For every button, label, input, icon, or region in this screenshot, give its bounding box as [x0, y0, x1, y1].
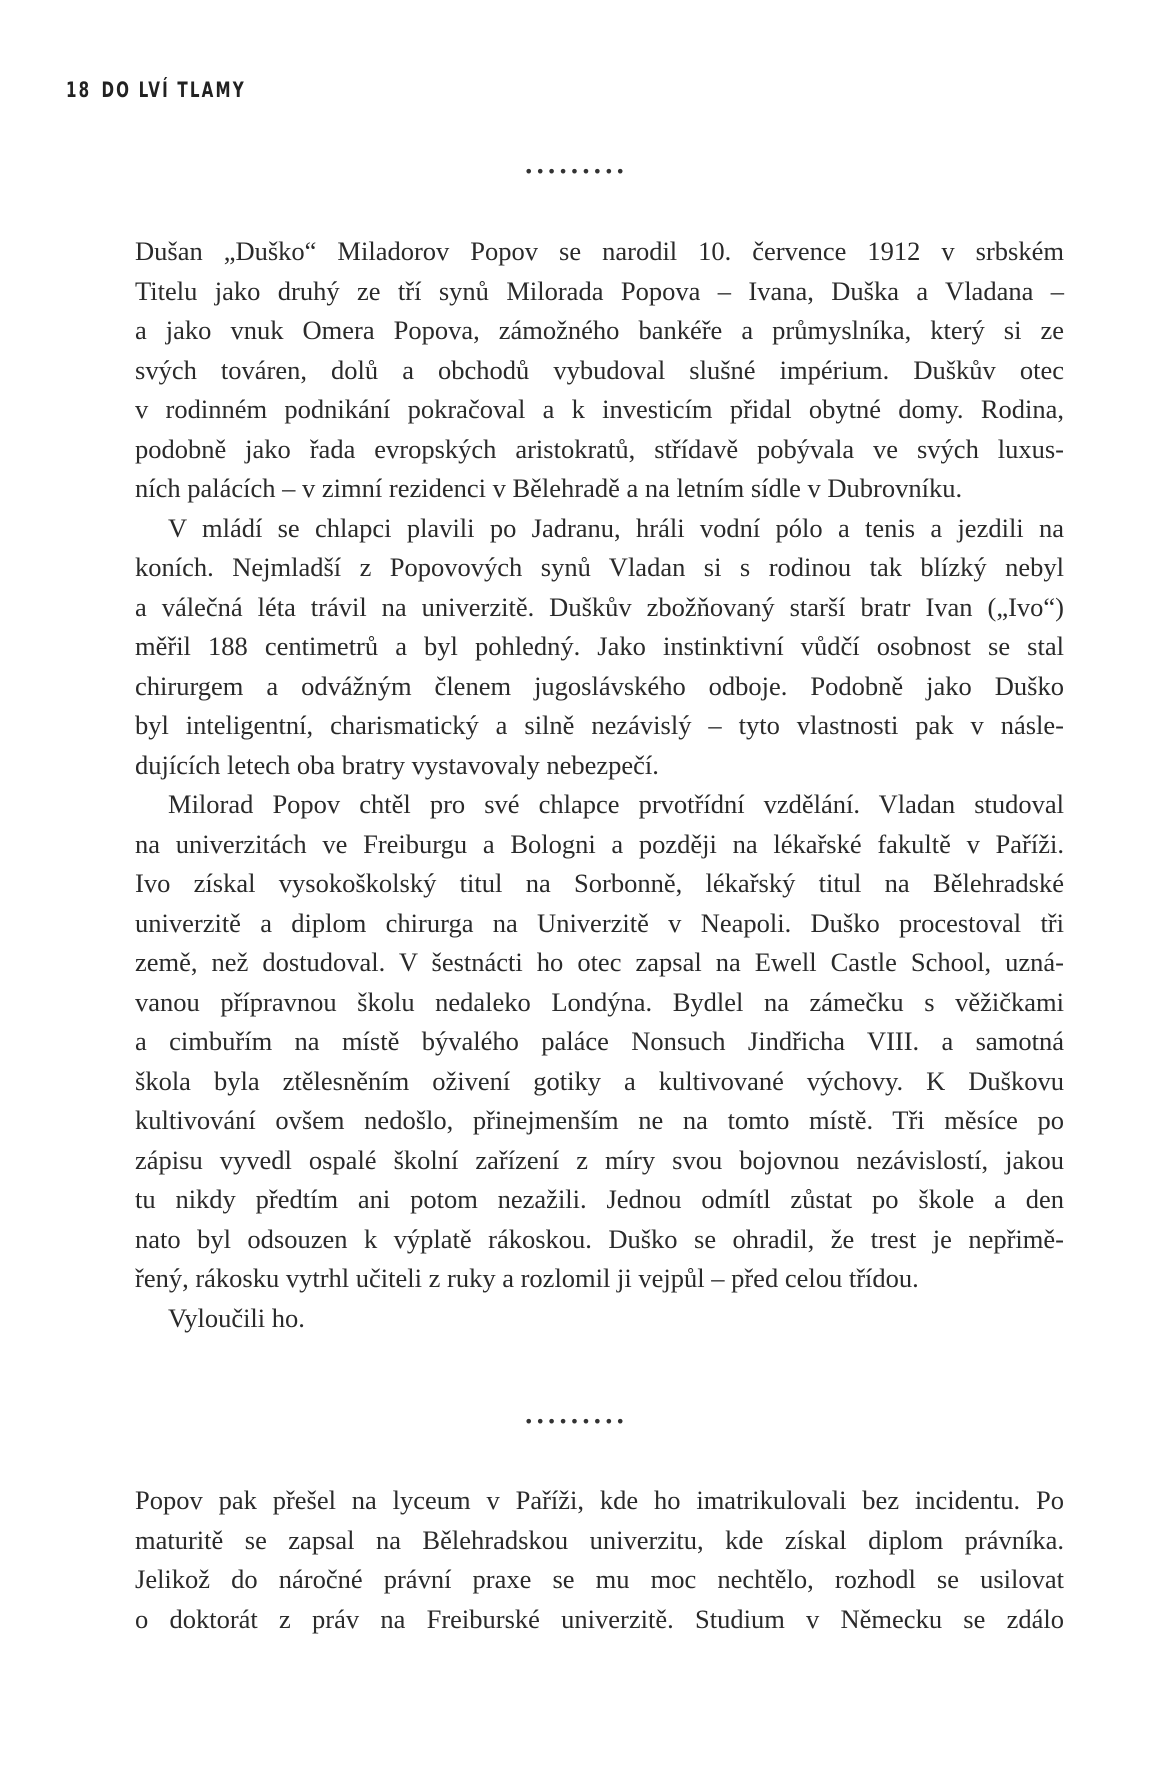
text-line: Jelikož do náročné právní praxe se mu moc nechtělo, rozhodl se usilovat: [135, 1564, 1064, 1594]
text-line: Milorad Popov chtěl pro své chlapce prvotřídní vzdělání. Vladan studoval: [168, 789, 1064, 819]
text-line: v rodinném podnikání pokračoval a k investicím přidal obytné domy. Rodina,: [135, 394, 1064, 424]
book-title: DO LVÍ TLAMY: [101, 78, 246, 102]
text-line: svých továren, dolů a obchodů vybudoval slušné impérium. Duškův otec: [135, 354, 1064, 385]
text-line: V mládí se chlapci plavili po Jadranu, hráli vodní pólo a tenis a jezdili na: [168, 512, 1064, 543]
text-line: maturitě se zapsal na Bělehradskou univerzitu, kde získal diplom právníka.: [135, 1524, 1064, 1555]
text-line: dujících letech oba bratry vystavovaly nebezpečí.: [135, 749, 659, 780]
text-line: byl inteligentní, charismatický a silně nezávislý – tyto vlastnosti pak v násle-: [135, 710, 1064, 740]
running-head: [66, 78, 246, 102]
text-line: a válečná léta trávil na univerzitě. Duškův zbožňovaný starší bratr Ivan („Ivo“): [135, 591, 1064, 622]
text-line: podobně jako řada evropských aristokratů, střídavě pobývala ve svých luxus-: [135, 433, 1064, 464]
text-line: Vyloučili ho.: [168, 1302, 305, 1333]
text-line: a cimbuřím na místě bývalého paláce Nonsuch Jindřicha VIII. a samotná: [135, 1026, 1064, 1056]
text-line: řený, rákosku vytrhl učiteli z ruky a rozlomil ji vejpůl – před celou třídou.: [135, 1263, 919, 1293]
text-line: a jako vnuk Omera Popova, zámožného bankéře a průmyslníka, který si ze: [135, 315, 1064, 345]
text-line: kultivování ovšem nedošlo, přinejmenším ne na tomto místě. Tři měsíce po: [135, 1105, 1064, 1135]
text-line: koních. Nejmladší z Popovových synů Vladan si s rodinou tak blízký nebyl: [135, 552, 1064, 582]
text-line: univerzitě a diplom chirurga na Univerzitě v Neapoli. Duško procestoval tři: [135, 907, 1064, 938]
page-number: 18: [66, 78, 92, 102]
text-line: Titelu jako druhý ze tří synů Milorada Popova – Ivana, Duška a Vladana –: [135, 275, 1064, 306]
text-line: Dušan „Duško“ Miladorov Popov se narodil 10. července 1912 v srbském: [135, 236, 1064, 266]
text-line: Ivo získal vysokoškolský titul na Sorbonně, lékařský titul na Bělehradské: [135, 868, 1064, 898]
text-line: vanou přípravnou školu nedaleko Londýna. Bydlel na zámečku s věžičkami: [135, 986, 1064, 1017]
section-separator: •••••••••: [524, 162, 627, 181]
text-line: nato byl odsouzen k výplatě rákoskou. Duško se ohradil, že trest je nepřimě-: [135, 1223, 1064, 1254]
text-line: tu nikdy předtím ani potom nezažili. Jednou odmítl zůstat po škole a den: [135, 1184, 1064, 1214]
section-1-text: [135, 232, 1064, 1338]
text-line: ních palácích – v zimní rezidenci v Bělehradě a na letním sídle v Dubrovníku.: [135, 473, 963, 503]
text-line: země, než dostudoval. V šestnácti ho otec zapsal na Ewell Castle School, uzná-: [135, 947, 1064, 977]
text-line: měřil 188 centimetrů a byl pohledný. Jako instinktivní vůdčí osobnost se stal: [135, 631, 1064, 661]
text-line: škola byla ztělesněním oživení gotiky a kultivované výchovy. K Duškovu: [135, 1065, 1064, 1096]
text-line: zápisu vyvedl ospalé školní zařízení z míry svou bojovnou nezávislostí, jakou: [135, 1144, 1064, 1175]
section-separator: •••••••••: [524, 1412, 627, 1431]
section-2-text: [135, 1481, 1064, 1639]
text-line: o doktorát z práv na Freiburské univerzitě. Studium v Německu se zdálo: [135, 1603, 1064, 1634]
text-line: Popov pak přešel na lyceum v Paříži, kde ho imatrikulovali bez incidentu. Po: [135, 1485, 1064, 1515]
text-line: chirurgem a odvážným členem jugoslávského odboje. Podobně jako Duško: [135, 670, 1064, 701]
text-line: na univerzitách ve Freiburgu a Bologni a později na lékařské fakultě v Paříži.: [135, 828, 1064, 859]
